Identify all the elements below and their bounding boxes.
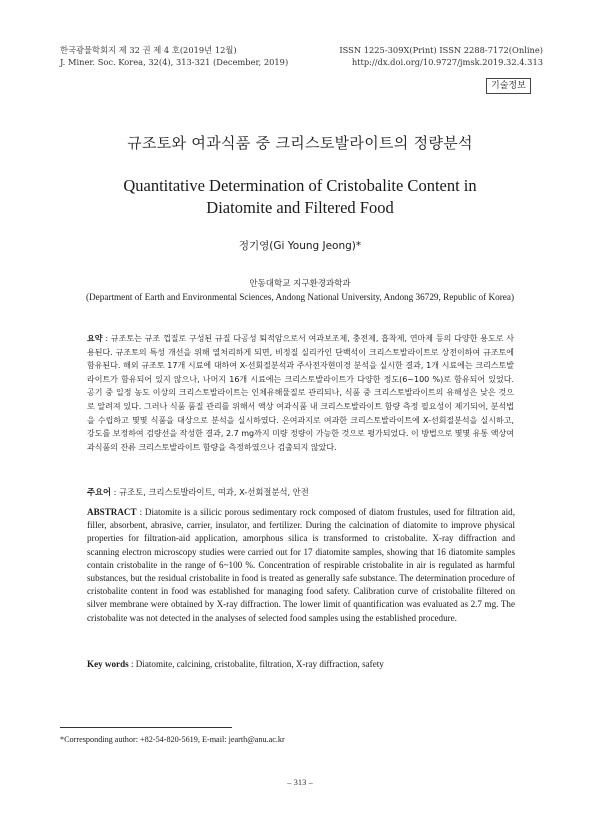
issn: ISSN 1225-309X(Print) ISSN 2288-7172(Online)	[339, 45, 543, 55]
doi: http://dx.doi.org/10.9727/jmsk.2019.32.4.313	[351, 57, 543, 67]
abstract-korean-label: 요약	[87, 334, 103, 343]
keywords-korean	[87, 486, 309, 498]
abstract-english	[87, 506, 515, 625]
author: 정기영(Gi Young Jeong)*	[238, 240, 362, 252]
footnote: *Corresponding author: +82-54-820-5619, E-mail: jearth@anu.ac.kr	[60, 735, 285, 744]
abstract-english-label: ABSTRACT	[87, 507, 137, 517]
title-english: Quantitative Determination of Cristobalite Content in Diatomite and Filtered Food	[123, 176, 477, 217]
footnote-rule	[60, 727, 232, 728]
affiliation-korean: 안동대학교 지구환경과학과	[249, 279, 351, 289]
affiliation-english: (Department of Earth and Environmental Sciences, Andong National University, Andong 36729, Republic of Korea)	[85, 292, 515, 302]
article-type-badge: 기술정보	[486, 78, 531, 94]
page-number: – 313 –	[287, 777, 313, 787]
keywords-korean-label: 주요어	[87, 487, 112, 497]
keywords-english-label: Key words	[87, 659, 129, 669]
title-korean: 규조토와 여과식품 중 크리스토발라이트의 정량분석	[127, 134, 473, 152]
abstract-korean-text: : 규조토는 규조 껍질로 구성된 규질 다공성 퇴적암으로서 여과보조제, 충전제, 흡착제, 연마제 등의 다양한 용도로 사용된다. 규조토의 특성 개선을 위해 열처리하게 되면, 비정질 실리카인 단백석이 크리스토발라이트로 상전이하여 규조토에 함유된다. 해외 규조토 17개 시료에 대하여 X-선회절분석과 주사전자현미경 분석을 실시한 결과, 1개 시료에는 크리스토발라이트가 함유되어 있지 않으나, 나머지 16개 시료에는 크리스토발라이트가 다양한 정도(6~100 %)로 함유되어 있었다. 공기 중 일정 농도 이상의 크리스토발라이트는 인체유해물질로 관리되나, 식품 중 크리스토발라이트의 유해성은 낮은 것으로 알려져 있다. 그러나 식품 품질 관리를 위해서 액상 여과식품 내 크리스토발라이트 함량 측정 필요성이 제기되어, 분석법을 수립하고 몇몇 식품을 대상으로 분석을 실시하였다. 은여과지로 여과한 크리스토발라이트에 X-선회절분석을 실시하고, 강도를 보정하여 검량선을 작성한 결과, 2.7 mg까지 미량 정량이 가능한 것으로 평가되었다. 이 방법으로 몇몇 유통 액상여과식품의 잔류 크리스토발라이트 함량을 측정하였으나 검출되지 않았다.	[87, 334, 514, 452]
keywords-english	[87, 659, 384, 669]
keywords-korean-text: : 규조토, 크리스토발라이트, 여과, X-선회절분석, 안전	[111, 487, 309, 497]
abstract-english-text: : Diatomite is a silicic porous sedimentary rock composed of diatom frustules, used for filtration aid, filler, absorbent, abrasive, carrier, insulator, and fertilizer. During the calcination of diatomite to improve physical properties for filtration-aid application, amorphous silica is transformed to cristobalite. X-ray diffraction and scanning electron microscopy studies were carried out for 17 diatomite samples, showing that 16 diatomite samples contain cristobalite in the range of 6~100 %. Concentration of respirable cristobalite in air is regulated as harmful substances, but the residual cristobalite in food is treated as generally safe substance. The determination procedure of cristobalite content in food was established for managing food safety. Calibration curve of cristobalite filtered on silver membrane were obtained by X-ray diffraction. The lower limit of quantification was evaluated as 2.7 mg. The cristobalite was not detected in the analyses of selected food samples using the established procedure.	[87, 507, 515, 623]
keywords-english-text: : Diatomite, calcining, cristobalite, filtration, X-ray diffraction, safety	[128, 659, 384, 669]
journal-en: J. Miner. Soc. Korea, 32(4), 313-321 (December, 2019)	[60, 57, 289, 67]
journal-ko: 한국광물학회지 제 32 권 제 4 호(2019년 12월)	[60, 45, 237, 55]
abstract-korean	[87, 332, 514, 454]
